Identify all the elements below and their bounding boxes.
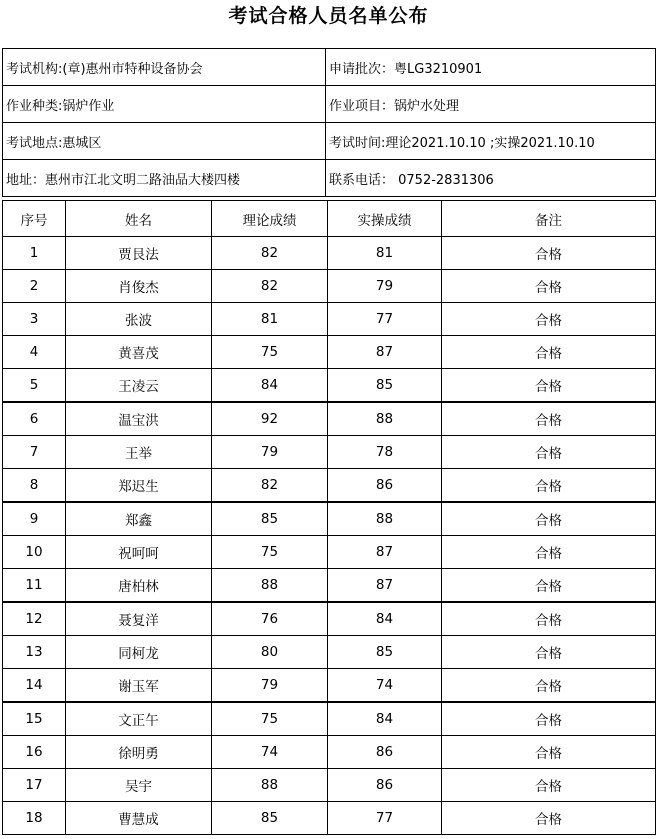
row-remark: 合格: [442, 669, 656, 703]
info-row: [3, 49, 656, 86]
row-name: 谢玉军: [66, 669, 212, 703]
row-practical-score: 84: [328, 602, 442, 636]
application-batch: 申请批次：粤LG3210901: [326, 49, 656, 86]
row-practical-score: 87: [328, 536, 442, 569]
row-theory-score: 76: [212, 602, 328, 636]
table-row: [3, 436, 656, 469]
row-name: 温宝洪: [66, 402, 212, 436]
row-practical-score: 85: [328, 369, 442, 403]
row-index: 13: [3, 636, 66, 669]
row-name: 同柯龙: [66, 636, 212, 669]
row-index: 3: [3, 303, 66, 336]
info-row: [3, 160, 656, 197]
row-theory-score: 85: [212, 502, 328, 536]
table-row: [3, 802, 656, 835]
header-name: 姓名: [66, 201, 212, 237]
row-remark: 合格: [442, 736, 656, 769]
row-name: 肖俊杰: [66, 270, 212, 303]
row-practical-score: 77: [328, 303, 442, 336]
row-index: 5: [3, 369, 66, 403]
work-item: 作业项目：锅炉水处理: [326, 86, 656, 123]
row-remark: 合格: [442, 336, 656, 369]
row-practical-score: 86: [328, 736, 442, 769]
row-index: 17: [3, 769, 66, 802]
table-row: [3, 669, 656, 703]
row-theory-score: 74: [212, 736, 328, 769]
row-remark: 合格: [442, 270, 656, 303]
table-row: [3, 569, 656, 603]
row-practical-score: 84: [328, 702, 442, 736]
row-theory-score: 92: [212, 402, 328, 436]
results-body: [3, 237, 656, 835]
row-theory-score: 75: [212, 702, 328, 736]
row-practical-score: 77: [328, 802, 442, 835]
row-theory-score: 82: [212, 237, 328, 270]
table-row: [3, 602, 656, 636]
row-theory-score: 82: [212, 469, 328, 503]
row-index: 18: [3, 802, 66, 835]
row-practical-score: 88: [328, 502, 442, 536]
row-theory-score: 75: [212, 536, 328, 569]
exam-time: 考试时间:理论2021.10.10 ;实操2021.10.10: [326, 123, 656, 160]
row-name: 文正午: [66, 702, 212, 736]
row-name: 吴宇: [66, 769, 212, 802]
row-index: 1: [3, 237, 66, 270]
row-theory-score: 80: [212, 636, 328, 669]
row-practical-score: 86: [328, 769, 442, 802]
work-category: 作业种类:锅炉作业: [3, 86, 326, 123]
table-row: [3, 502, 656, 536]
row-remark: 合格: [442, 303, 656, 336]
row-practical-score: 74: [328, 669, 442, 703]
info-row: [3, 123, 656, 160]
table-row: [3, 336, 656, 369]
row-remark: 合格: [442, 536, 656, 569]
row-practical-score: 88: [328, 402, 442, 436]
row-index: 11: [3, 569, 66, 603]
row-practical-score: 79: [328, 270, 442, 303]
row-remark: 合格: [442, 369, 656, 403]
table-row: [3, 270, 656, 303]
row-index: 12: [3, 602, 66, 636]
row-index: 6: [3, 402, 66, 436]
table-row: [3, 402, 656, 436]
row-practical-score: 87: [328, 569, 442, 603]
row-theory-score: 75: [212, 336, 328, 369]
row-practical-score: 81: [328, 237, 442, 270]
row-index: 9: [3, 502, 66, 536]
row-theory-score: 88: [212, 569, 328, 603]
row-name: 祝呵呵: [66, 536, 212, 569]
table-row: [3, 469, 656, 503]
header-practical-score: 实操成绩: [328, 201, 442, 237]
header-row: [3, 201, 656, 237]
info-row: [3, 86, 656, 123]
row-theory-score: 82: [212, 270, 328, 303]
row-theory-score: 79: [212, 436, 328, 469]
row-theory-score: 85: [212, 802, 328, 835]
header-remark: 备注: [442, 201, 656, 237]
row-theory-score: 81: [212, 303, 328, 336]
row-remark: 合格: [442, 636, 656, 669]
exam-organization: 考试机构:(章)惠州市特种设备协会: [3, 49, 326, 86]
row-index: 15: [3, 702, 66, 736]
row-theory-score: 88: [212, 769, 328, 802]
address: 地址：惠州市江北文明二路油品大楼四楼: [3, 160, 326, 197]
row-remark: 合格: [442, 769, 656, 802]
header-index: 序号: [3, 201, 66, 237]
row-index: 7: [3, 436, 66, 469]
table-row: [3, 702, 656, 736]
table-row: [3, 769, 656, 802]
row-name: 王凌云: [66, 369, 212, 403]
row-name: 郑鑫: [66, 502, 212, 536]
results-table: [2, 200, 656, 835]
table-row: [3, 736, 656, 769]
row-practical-score: 85: [328, 636, 442, 669]
row-index: 4: [3, 336, 66, 369]
table-row: [3, 303, 656, 336]
row-remark: 合格: [442, 237, 656, 270]
page-title: 考试合格人员名单公布: [228, 5, 429, 27]
row-name: 徐明勇: [66, 736, 212, 769]
row-name: 黄喜茂: [66, 336, 212, 369]
row-index: 8: [3, 469, 66, 503]
row-remark: 合格: [442, 436, 656, 469]
row-practical-score: 86: [328, 469, 442, 503]
row-name: 张波: [66, 303, 212, 336]
row-practical-score: 87: [328, 336, 442, 369]
table-row: [3, 536, 656, 569]
exam-location: 考试地点:惠城区: [3, 123, 326, 160]
row-remark: 合格: [442, 702, 656, 736]
table-row: [3, 369, 656, 403]
header-theory-score: 理论成绩: [212, 201, 328, 237]
row-name: 贾艮法: [66, 237, 212, 270]
row-index: 10: [3, 536, 66, 569]
row-practical-score: 78: [328, 436, 442, 469]
row-name: 郑迟生: [66, 469, 212, 503]
row-name: 聂复洋: [66, 602, 212, 636]
row-remark: 合格: [442, 402, 656, 436]
exam-info-table: [2, 48, 656, 197]
row-index: 16: [3, 736, 66, 769]
row-remark: 合格: [442, 502, 656, 536]
row-remark: 合格: [442, 602, 656, 636]
row-remark: 合格: [442, 469, 656, 503]
row-remark: 合格: [442, 569, 656, 603]
row-theory-score: 84: [212, 369, 328, 403]
row-index: 2: [3, 270, 66, 303]
table-row: [3, 237, 656, 270]
row-index: 14: [3, 669, 66, 703]
row-name: 唐柏林: [66, 569, 212, 603]
row-name: 王举: [66, 436, 212, 469]
row-name: 曹慧成: [66, 802, 212, 835]
table-row: [3, 636, 656, 669]
contact-phone: 联系电话： 0752-2831306: [326, 160, 656, 197]
row-remark: 合格: [442, 802, 656, 835]
row-theory-score: 79: [212, 669, 328, 703]
